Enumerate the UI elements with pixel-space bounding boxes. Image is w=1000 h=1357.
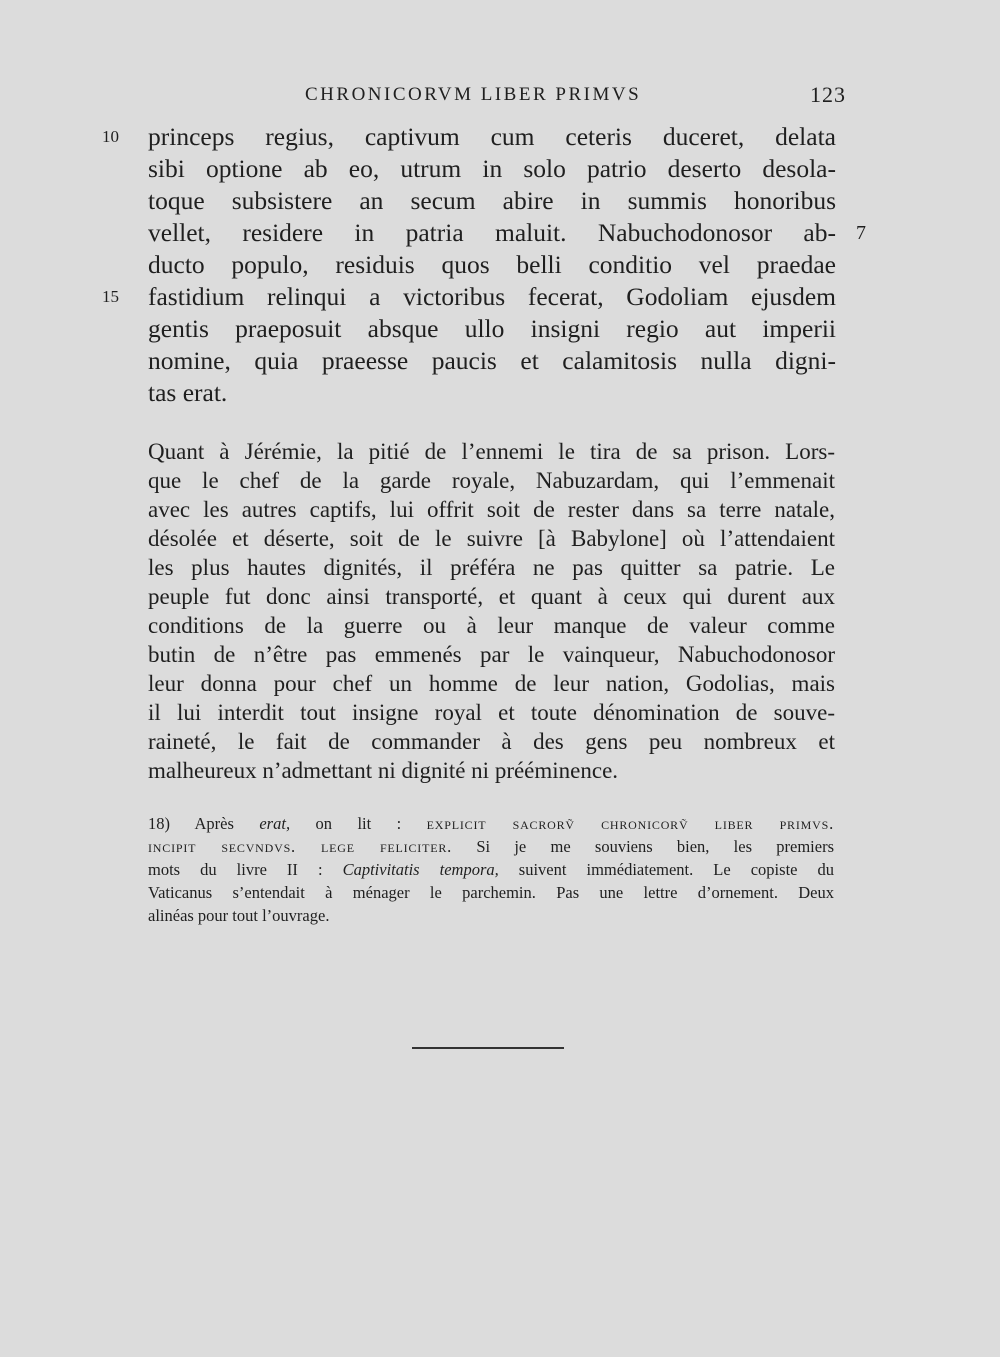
line-number-10: 10 [102, 127, 119, 146]
footnote-text: 18) Après [148, 814, 260, 833]
french-line: que le chef de la garde royale, Nabuzardam, qui l’emmenait [148, 468, 835, 493]
latin-line: toque subsistere an secum abire in summis honoribus [148, 186, 836, 215]
french-line: conditions de la guerre ou à leur manque de valeur comme [148, 613, 835, 638]
footnote-line: alinéas pour tout l’ouvrage. [148, 906, 330, 925]
marginal-number: 7 [856, 222, 866, 244]
page-number: 123 [810, 82, 846, 107]
latin-line: tas erat. [148, 378, 228, 407]
footnote-line [148, 858, 834, 881]
french-line: avec les autres captifs, lui offrit soit de rester dans sa terre natale, [148, 497, 835, 522]
french-line: leur donna pour chef un homme de leur nation, Godolias, mais [148, 671, 835, 696]
latin-line: princeps regius, captivum cum ceteris duceret, delata [148, 122, 836, 151]
latin-line: vellet, residere in patria maluit. Nabuchodonosor ab- [148, 218, 836, 247]
line-number-15: 15 [102, 287, 119, 306]
footnote-small-caps: explicit sacrorṽ chronicorṽ liber primvs. [426, 814, 834, 833]
footnote-text: suivent immédiatement. Le copiste du [498, 860, 834, 879]
footnote-line: Vaticanus s’entendait à ménager le parchemin. Pas une lettre d’ornement. Deux [148, 883, 834, 902]
french-line: désolée et déserte, soit de le suivre [à Babylone] où l’attendaient [148, 526, 835, 551]
footnote-text: mots du livre II : [148, 860, 343, 879]
footnote-small-caps: incipit secvndvs. lege feliciter. [148, 837, 453, 856]
latin-line: ducto populo, residuis quos belli conditio vel praedae [148, 250, 836, 279]
french-line: Quant à Jérémie, la pitié de l’ennemi le tira de sa prison. Lors- [148, 439, 835, 464]
footnote-line [148, 812, 834, 835]
footnote-italic: Captivitatis tempora, [342, 860, 499, 879]
footnote-text: Si je me souviens bien, les premiers [452, 837, 834, 856]
french-line: butin de n’être pas emmenés par le vainqueur, Nabuchodonosor [148, 642, 835, 667]
french-line: peuple fut donc ainsi transporté, et quant à ceux qui durent aux [148, 584, 835, 609]
latin-line: sibi optione ab eo, utrum in solo patrio deserto desola- [148, 154, 836, 183]
latin-line: gentis praeposuit absque ullo insigni regio aut imperii [148, 314, 836, 343]
french-line: il lui interdit tout insigne royal et toute dénomination de souve- [148, 700, 835, 725]
french-line: malheureux n’admettant ni dignité ni prééminence. [148, 758, 619, 783]
footnote-text: on lit : [290, 814, 427, 833]
latin-line: fastidium relinqui a victoribus fecerat, Godoliam ejusdem [148, 282, 836, 311]
footnote-italic: erat, [259, 814, 291, 833]
french-line: les plus hautes dignités, il préféra ne pas quitter sa patrie. Le [148, 555, 835, 580]
footnote-line [148, 835, 834, 858]
running-title: CHRONICORVM LIBER PRIMVS [305, 84, 642, 105]
end-rule [412, 1047, 564, 1049]
french-line: raineté, le fait de commander à des gens peu nombreux et [148, 729, 835, 754]
latin-line: nomine, quia praeesse paucis et calamitosis nulla digni- [148, 346, 836, 375]
